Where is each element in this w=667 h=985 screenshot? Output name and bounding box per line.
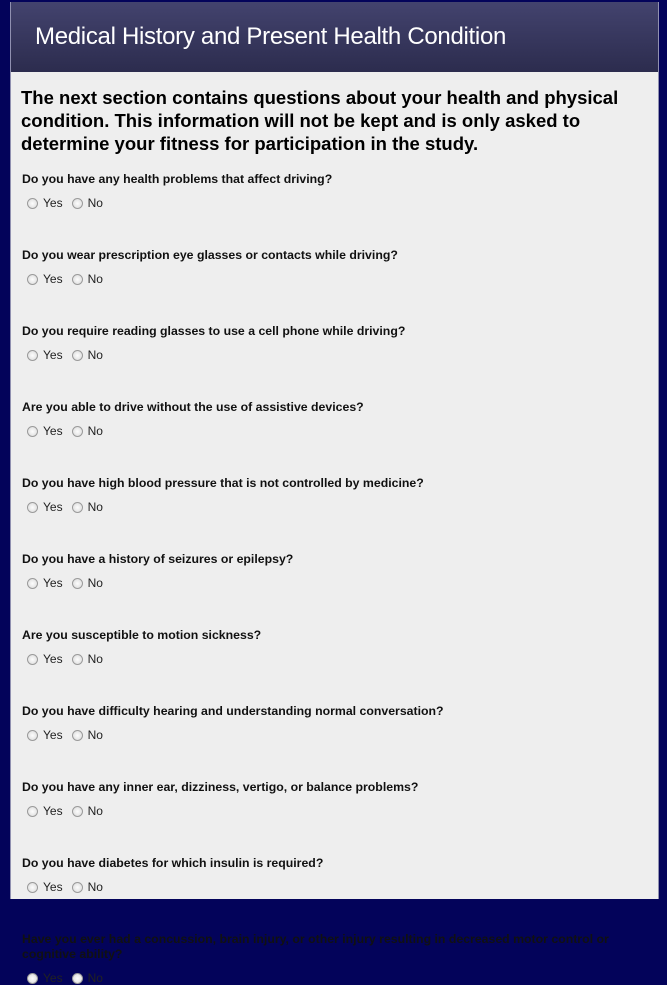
radio-no[interactable] <box>72 426 83 437</box>
option-yes-label: Yes <box>43 196 63 210</box>
option-yes-label: Yes <box>43 804 63 818</box>
option-no-label: No <box>87 424 103 438</box>
option-yes-label: Yes <box>43 576 63 590</box>
question-label: Are you able to drive without the use of assistive devices? <box>22 400 364 414</box>
option-yes[interactable] <box>22 500 63 514</box>
radio-yes[interactable] <box>27 502 38 513</box>
option-no-label: No <box>87 971 103 985</box>
radio-no[interactable] <box>72 730 83 741</box>
radio-yes[interactable] <box>27 654 38 665</box>
radio-no[interactable] <box>72 973 83 984</box>
question-item <box>22 932 658 985</box>
question-label: Do you have any inner ear, dizziness, vertigo, or balance problems? <box>22 780 419 794</box>
radio-no[interactable] <box>72 274 83 285</box>
intro-text: The next section contains questions about your health and physical condition. This information will not be kept and is only asked to determine your fitness for participation in the study. <box>21 87 619 154</box>
question-item <box>22 856 658 894</box>
question-label: Do you have diabetes for which insulin is required? <box>22 856 324 870</box>
question-label: Are you susceptible to motion sickness? <box>22 628 262 642</box>
radio-group <box>22 348 658 362</box>
option-yes[interactable] <box>22 196 63 210</box>
option-yes-label: Yes <box>43 272 63 286</box>
option-yes-label: Yes <box>43 500 63 514</box>
option-no[interactable] <box>67 880 103 894</box>
section-header <box>11 2 658 72</box>
section-title: Medical History and Present Health Condition <box>35 23 507 50</box>
question-item <box>22 172 658 210</box>
question-item <box>22 476 658 514</box>
question-item <box>22 400 658 438</box>
option-no[interactable] <box>67 272 103 286</box>
question-item <box>22 324 658 362</box>
question-label: Have you ever had a concussion, brain injury, or other injury resulting in decreased motor control or cognitive ability? <box>22 932 609 961</box>
radio-yes[interactable] <box>27 426 38 437</box>
question-label: Do you wear prescription eye glasses or contacts while driving? <box>22 248 398 262</box>
option-yes[interactable] <box>22 880 63 894</box>
radio-no[interactable] <box>72 350 83 361</box>
option-no-label: No <box>87 576 103 590</box>
radio-yes[interactable] <box>27 806 38 817</box>
radio-group <box>22 196 658 210</box>
option-no-label: No <box>87 804 103 818</box>
radio-no[interactable] <box>72 198 83 209</box>
radio-group <box>22 880 658 894</box>
form-panel <box>10 2 659 985</box>
question-label: Do you require reading glasses to use a cell phone while driving? <box>22 324 406 338</box>
option-no[interactable] <box>67 424 103 438</box>
radio-no[interactable] <box>72 806 83 817</box>
option-no-label: No <box>87 500 103 514</box>
question-label: Do you have difficulty hearing and understanding normal conversation? <box>22 704 444 718</box>
radio-group <box>22 424 658 438</box>
option-yes-label: Yes <box>43 971 63 985</box>
radio-group <box>22 576 658 590</box>
option-no-label: No <box>87 880 103 894</box>
option-no[interactable] <box>67 500 103 514</box>
question-item <box>22 248 658 286</box>
radio-group <box>22 971 658 985</box>
option-yes[interactable] <box>22 804 63 818</box>
option-no-label: No <box>87 348 103 362</box>
option-no[interactable] <box>67 728 103 742</box>
option-yes-label: Yes <box>43 728 63 742</box>
radio-group <box>22 500 658 514</box>
option-yes[interactable] <box>22 348 63 362</box>
option-yes[interactable] <box>22 728 63 742</box>
question-label: Do you have a history of seizures or epilepsy? <box>22 552 294 566</box>
radio-no[interactable] <box>72 654 83 665</box>
option-yes-label: Yes <box>43 652 63 666</box>
option-no[interactable] <box>67 652 103 666</box>
radio-yes[interactable] <box>27 198 38 209</box>
option-no-label: No <box>87 196 103 210</box>
option-no[interactable] <box>67 804 103 818</box>
option-yes[interactable] <box>22 652 63 666</box>
question-item <box>22 780 658 818</box>
radio-group <box>22 804 658 818</box>
radio-yes[interactable] <box>27 882 38 893</box>
option-yes[interactable] <box>22 576 63 590</box>
option-no[interactable] <box>67 576 103 590</box>
option-no-label: No <box>87 272 103 286</box>
question-list <box>11 172 658 985</box>
option-yes[interactable] <box>22 272 63 286</box>
option-no[interactable] <box>67 348 103 362</box>
radio-yes[interactable] <box>27 274 38 285</box>
option-no-label: No <box>87 652 103 666</box>
question-label: Do you have any health problems that affect driving? <box>22 172 333 186</box>
question-item <box>22 704 658 742</box>
option-no[interactable] <box>67 971 103 985</box>
radio-group <box>22 272 658 286</box>
question-item <box>22 628 658 666</box>
radio-group <box>22 652 658 666</box>
radio-yes[interactable] <box>27 730 38 741</box>
radio-yes[interactable] <box>27 973 38 984</box>
radio-no[interactable] <box>72 578 83 589</box>
question-item <box>22 552 658 590</box>
option-no[interactable] <box>67 196 103 210</box>
radio-no[interactable] <box>72 882 83 893</box>
radio-no[interactable] <box>72 502 83 513</box>
radio-yes[interactable] <box>27 578 38 589</box>
radio-yes[interactable] <box>27 350 38 361</box>
option-no-label: No <box>87 728 103 742</box>
radio-group <box>22 728 658 742</box>
question-label: Do you have high blood pressure that is not controlled by medicine? <box>22 476 424 490</box>
option-yes[interactable] <box>22 424 63 438</box>
option-yes-label: Yes <box>43 424 63 438</box>
option-yes-label: Yes <box>43 348 63 362</box>
option-yes[interactable] <box>22 971 63 985</box>
option-yes-label: Yes <box>43 880 63 894</box>
